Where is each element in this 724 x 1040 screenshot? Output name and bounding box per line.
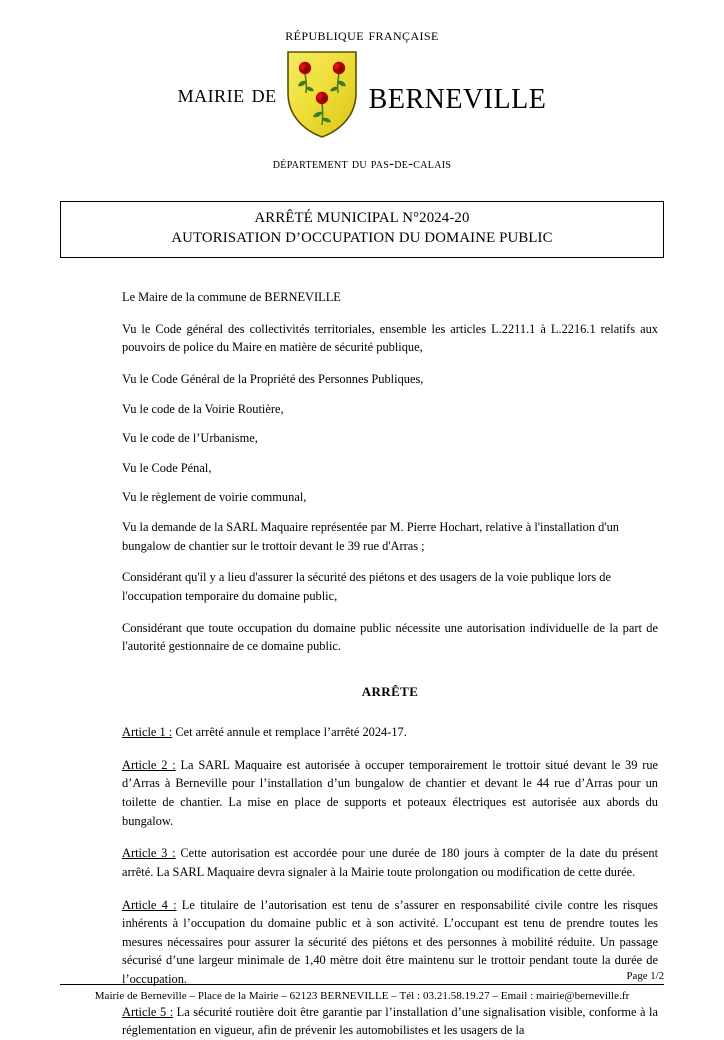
document-body <box>60 288 664 1040</box>
article-label: Article 3 : <box>122 846 176 861</box>
article-item <box>122 844 658 881</box>
considerant-item: Considérant qu'il y a lieu d'assurer la sécurité des piétons et des usagers de la voie publique lors de l'occupation temporaire du domaine public, <box>122 570 611 603</box>
article-label: Article 2 : <box>122 757 176 772</box>
mairie-de-label: mairie de <box>177 79 277 109</box>
visa-list <box>122 320 658 555</box>
considerant-list <box>122 568 658 655</box>
page-footer <box>60 970 664 1002</box>
visa-item: Vu le règlement de voirie communal, <box>122 490 307 505</box>
mairie-title-row <box>60 48 664 140</box>
visa-item: Vu le Code général des collectivités territoriales, ensemble les articles L.2211.1 à L.2216.1 relatifs aux pouvoirs de police du Maire en matière de sécurité publique, <box>122 321 658 355</box>
republique-francaise-heading: république française <box>285 25 439 44</box>
article-item <box>122 756 658 830</box>
decree-title-box <box>60 201 664 258</box>
letterhead <box>60 0 664 173</box>
article-item <box>122 723 658 742</box>
commune-name-heading: berneville <box>368 71 547 117</box>
visa-item: Vu le Code Général de la Propriété des Personnes Publiques, <box>122 372 424 387</box>
article-text: Le titulaire de l’autorisation est tenu de s’assurer en responsabilité civile contre les risques inhérents à l’occupation du domaine public et à son activité. L’occupant est tenu de prendre toutes les mesures nécessaires pour assurer la sécurité des piétons et des personnes à mobilité réduite. Un passage sécurisé d’une largeur minimale de 1,40 mètre doit être maintenu sur le trottoir pendant toute la durée de l’occupation. <box>122 897 658 986</box>
visa-item: Vu le code de l’Urbanisme, <box>122 431 258 446</box>
article-text: Cette autorisation est accordée pour une durée de 180 jours à compter de la date du présent arrêté. La SARL Maquaire devra signaler à la Mairie toute prolongation ou modification de cette durée. <box>122 846 659 879</box>
article-text: La SARL Maquaire est autorisée à occuper temporairement le trottoir situé devant le 39 rue d’Arras à Berneville pour l’installation d’un bungalow de chantier et devant le 44 rue d’Arras pour un toilette de chantier. La mise en place de supports et poteaux électriques est autorisée aux abords du bungalow. <box>122 757 659 828</box>
article-label: Article 4 : <box>122 897 177 912</box>
intro-paragraph: Le Maire de la commune de BERNEVILLE <box>122 290 341 305</box>
page-number: Page 1/2 <box>626 970 664 982</box>
decree-number-line: ARRÊTÉ MUNICIPAL N°2024-20 <box>254 210 470 227</box>
article-text: Cet arrêté annule et remplace l’arrêté 2024-17. <box>172 725 407 740</box>
article-text: La sécurité routière doit être garantie par l’installation d’une signalisation visible, conforme à la réglementation en vigueur, afin de prévenir les automobilistes et les usagers de la <box>122 1004 659 1038</box>
footer-contact-line: Mairie de Berneville – Place de la Mairie – 62123 BERNEVILLE – Tél : 03.21.58.19.27 – Email : mairie@berneville.fr <box>94 990 630 1002</box>
visa-item: Vu la demande de la SARL Maquaire représentée par M. Pierre Hochart, relative à l'installation d'un bungalow de chantier sur le trottoir devant le 39 rue d'Arras ; <box>122 520 619 553</box>
departement-subheading: département du pas-de-calais <box>272 156 452 173</box>
visa-item: Vu le Code Pénal, <box>122 460 212 475</box>
visa-item: Vu le code de la Voirie Routière, <box>122 401 284 416</box>
coat-of-arms-icon <box>285 49 359 139</box>
article-label: Article 5 : <box>122 1004 174 1019</box>
article-item <box>122 1003 658 1040</box>
decree-subject-line: AUTORISATION D’OCCUPATION DU DOMAINE PUBLIC <box>171 229 553 246</box>
article-label: Article 1 : <box>122 725 173 740</box>
considerant-item: Considérant que toute occupation du domaine public nécessite une autorisation individuelle de la part de l'autorité gestionnaire de ce domaine public. <box>122 620 658 654</box>
footer-divider <box>60 984 664 985</box>
arrete-keyword: ARRÊTE <box>361 683 419 699</box>
